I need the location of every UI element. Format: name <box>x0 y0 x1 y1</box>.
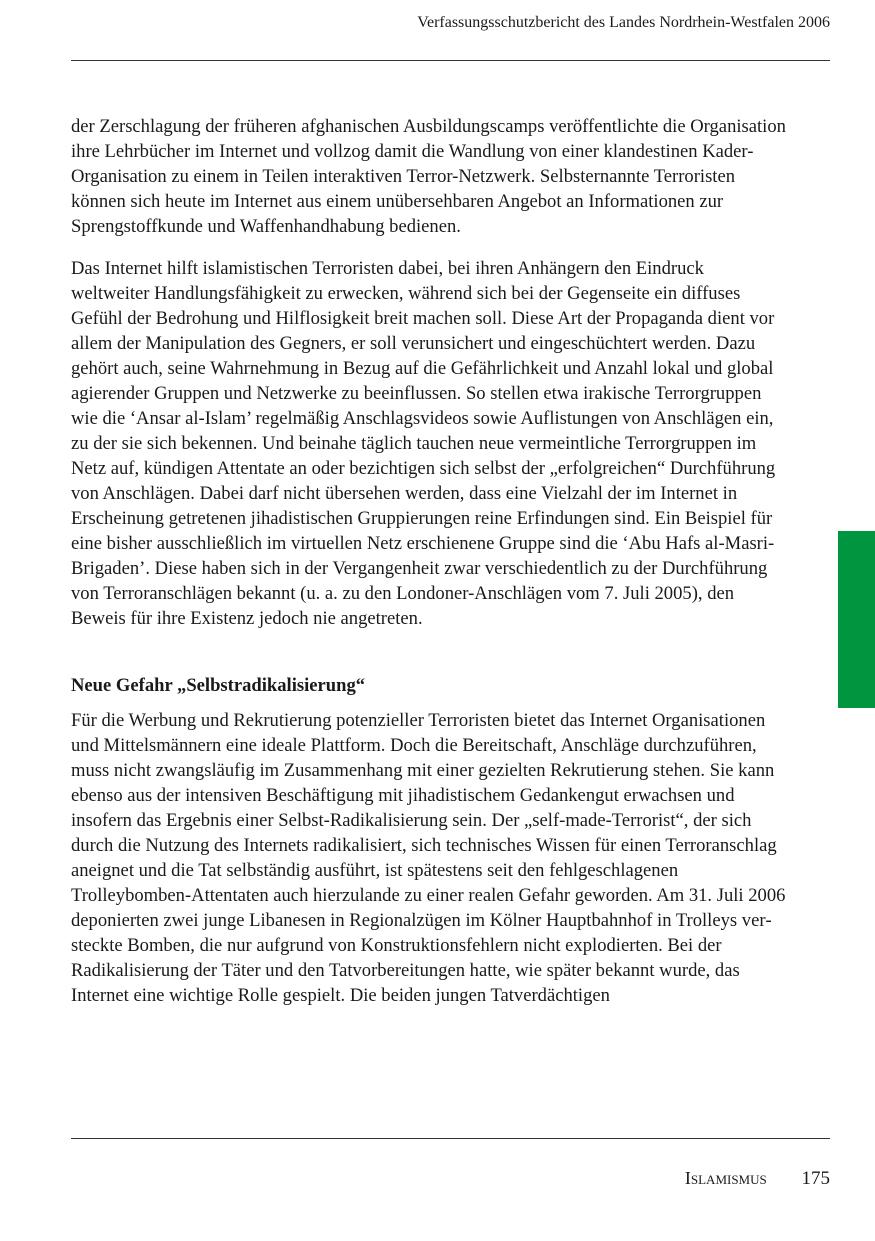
page-body <box>71 114 786 1008</box>
running-footer <box>685 1166 830 1191</box>
footer-rule <box>71 1138 830 1139</box>
paragraph-1: der Zerschlagung der früheren afghanischen Ausbildungscamps veröffentlichte die Organisation ihre Lehrbücher im Internet und vollzog damit die Wandlung von einer klandestinen Kader-Organisation zu einem in Teilen interaktiven Terror-Netzwerk. Selbsternannte Terroristen können sich heute im Internet aus einem unübersehbaren Angebot an Informationen zur Sprengstoffkunde und Waffenhandhabung bedienen. <box>71 116 786 237</box>
running-header-title: Verfassungsschutzbericht des Landes Nordrhein-Westfalen 2006 <box>417 14 830 31</box>
paragraph-2: Das Internet hilft islamistischen Terroristen dabei, bei ihren Anhängern den Eindruck weltweiter Handlungsfähigkeit zu erwecken, während sich bei der Gegenseite ein diffuses Gefühl der Bedrohung und Hilflosigkeit breit machen soll. Diese Art der Propaganda dient vor allem der Manipulation des Gegners, er soll verunsichert und eingeschüchtert werden. Dazu gehört auch, seine Wahrnehmung in Bezug auf die Gefährlichkeit und Anzahl lokal und global agierender Gruppen und Netzwerke zu beeinflussen. So stellen etwa irakische Terrorgruppen wie die ‘Ansar al-Islam’ regelmäßig Anschlagsvideos sowie Auflistungen von Anschlägen ein, zu der sie sich bekennen. Und beinahe täglich tauchen neue vermeintliche Terrorgruppen im Netz auf, kündigen Attentate an oder bezichtigen sich selbst der „erfolgreichen“ Durchführung von Anschlägen. Dabei darf nicht übersehen werden, dass eine Vielzahl der im Internet in Erscheinung getretenen jihadistischen Gruppierungen reine Erfindungen sind. Ein Beispiel für eine bisher ausschließlich im virtuellen Netz erschienene Gruppe sind die ‘Abu Hafs al-Masri-Brigaden’. Diese haben sich in der Vergangenheit zwar verschiedentlich zu der Durchführung von Terroranschlägen bekannt (u. a. zu den Londoner-Anschlägen vom 7. Juli 2005), den Beweis für ihre Existenz jedoch nie angetreten. <box>71 258 776 629</box>
paragraph-3: Für die Werbung und Rekrutierung potenzieller Terroristen bietet das Internet Organisationen und Mittelsmännern eine ideale Plattform. Doch die Bereitschaft, Anschläge durchzuführen, muss nicht zwangsläufig im Zusammenhang mit einer gezielten Rekrutierung stehen. Sie kann ebenso aus der intensiven Beschäftigung mit jihadistischem Gedankengut erwachsen und insofern das Ergebnis einer Selbst-Radikalisierung sein. Der „self-made-Terrorist“, der sich durch die Nutzung des Internets radikalisiert, sich technisches Wissen für einen Terroranschlag aneignet und die Tat selbständig ausführt, ist spätestens seit den fehlgeschlagenen Trolleybomben-Attentaten auch hierzulande zu einer realen Gefahr geworden. Am 31. Juli 2006 deponierten zwei junge Libanesen in Regionalzügen im Kölner Hauptbahnhof in Trolleys versteckte Bomben, die nur aufgrund von Konstruktionsfehlern nicht explodierten. Bei der Radikalisierung der Täter und den Tatvorbereitungen hatte, wie später bekannt wurde, das Internet eine wichtige Rolle gespielt. Die beiden jungen Tatverdächtigen <box>71 710 786 1006</box>
page-number: 175 <box>801 1168 830 1189</box>
chapter-thumb-tab <box>838 531 875 708</box>
section-heading: Neue Gefahr „Selbstradikalisierung“ <box>71 675 366 696</box>
footer-section-label: Islamismus <box>684 1168 767 1188</box>
header-rule <box>71 60 830 61</box>
